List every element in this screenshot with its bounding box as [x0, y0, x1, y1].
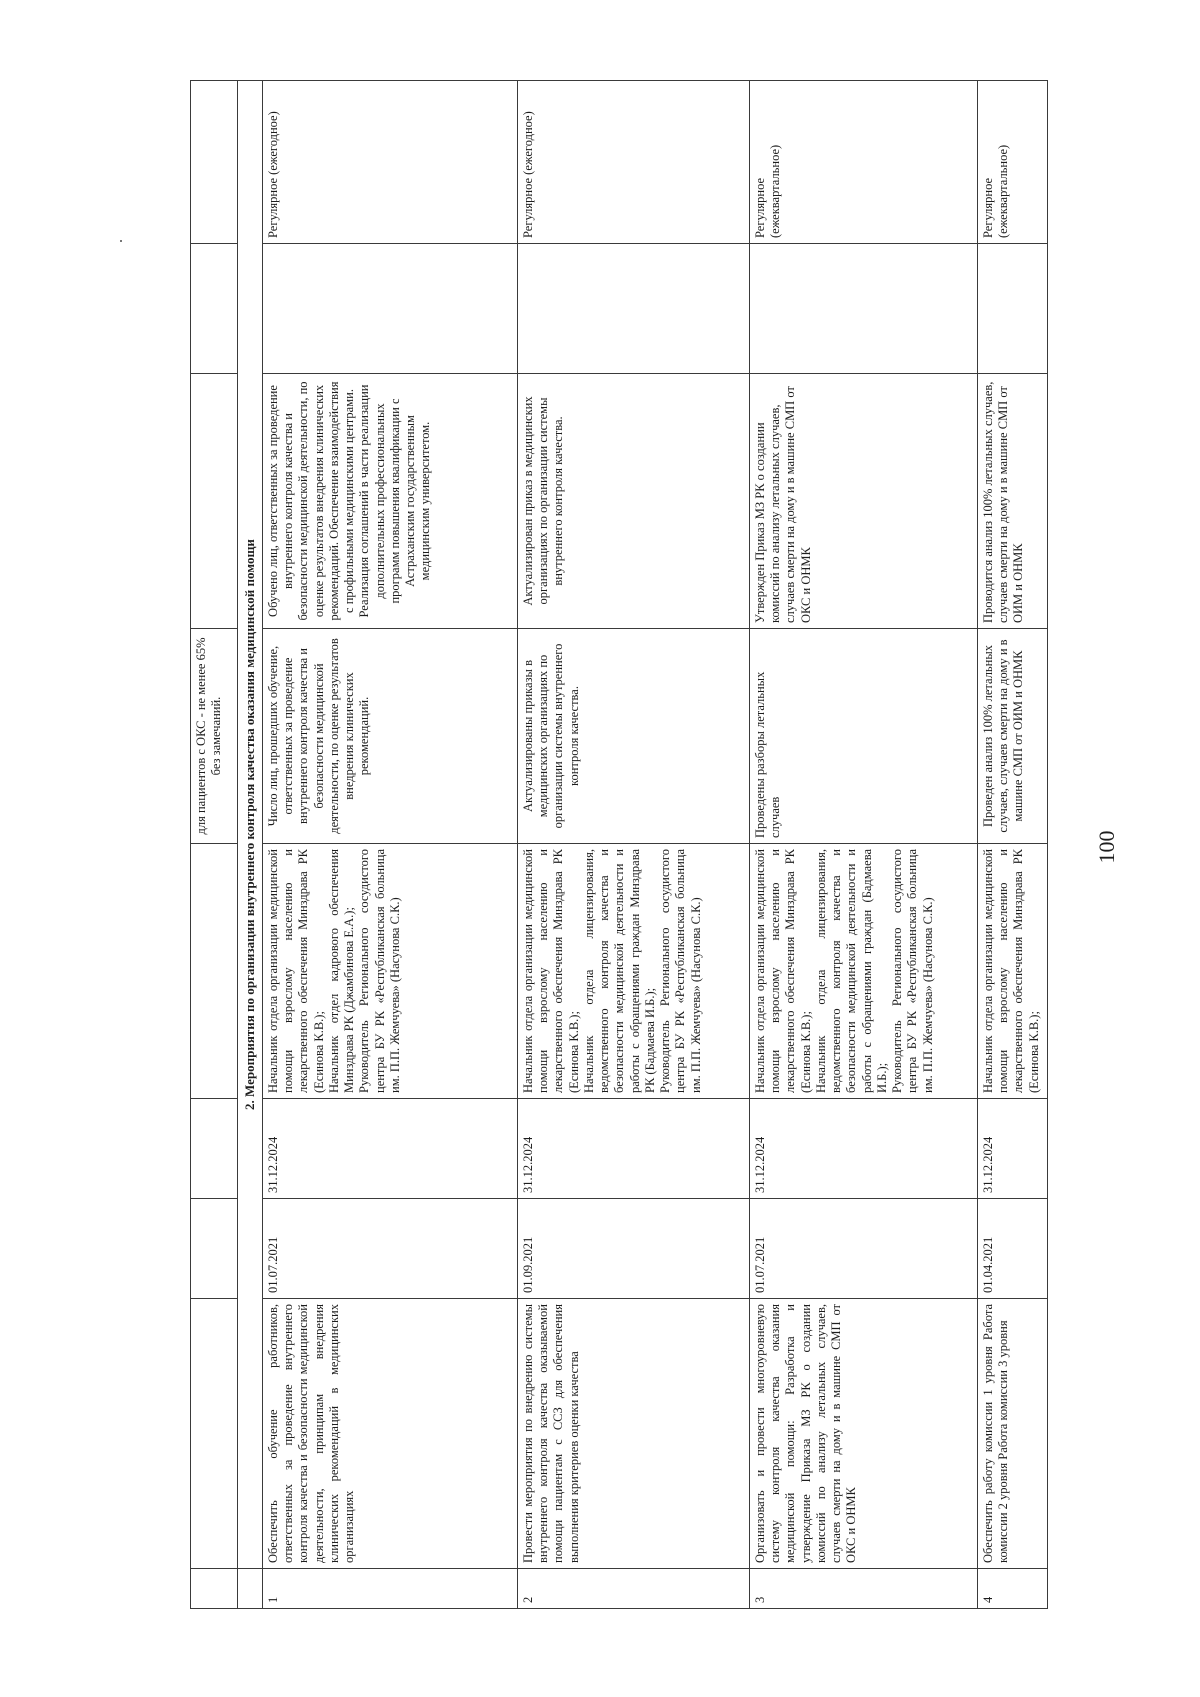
start-date: 01.04.2021 — [977, 1199, 1047, 1299]
responsible-cell — [749, 844, 977, 1099]
scan-speck — [120, 240, 122, 242]
activity-cell: Провести мероприятия по внедрению системы внутреннего контроля качества оказываемой помощи пациентам с ССЗ для обеспечения выполнения критериев оценки качества — [517, 1299, 749, 1569]
criteria-cell: для пациентов с ОКС - не менее 65% без замечаний. — [191, 629, 238, 844]
page-number: 100 — [1094, 830, 1119, 864]
start-date: 01.07.2021 — [749, 1199, 977, 1299]
responsible-line: Начальник отдела организации медицинской помощи взрослому населению и лекарственного обеспечения Минздрава РК (Есинова К.В.); — [980, 849, 1041, 1093]
start-date: 01.09.2021 — [517, 1199, 749, 1299]
start-date: 01.07.2021 — [262, 1199, 517, 1299]
responsible-line: Руководитель Регионального сосудистого центра БУ РК «Республиканская больница им. П.П. Жемчуева» (Насунова С.К.) — [658, 849, 703, 1093]
section-row — [238, 81, 263, 1609]
end-date: 31.12.2024 — [749, 1099, 977, 1199]
indicator-cell: Число лиц, прошедших обучение, ответственных за проведение внутреннего контроля качества и безопасности медицинской деятельности, по оценке результатов внедрения клинических рекомендаций. — [262, 629, 517, 844]
frequency-cell: Регулярное (ежегодное) — [262, 81, 517, 244]
responsible-line: Начальник отдела организации медицинской помощи взрослому населению и лекарственного обеспечения Минздрава РК (Есинова К.В.); — [520, 849, 581, 1093]
section-title: 2. Мероприятия по организации внутреннего контроля качества оказания медицинской помощи — [238, 81, 263, 1569]
table-row — [749, 81, 977, 1609]
indicator-cell: Актуализированы приказы в медицинских организациях по организации системы внутреннего контроля качества. — [517, 629, 749, 844]
responsible-line: Начальник отдела организации медицинской помощи взрослому населению и лекарственного обеспечения Минздрава РК (Есинова К.В.); — [265, 849, 326, 1093]
frequency-cell: Регулярное (ежеквартальное) — [977, 81, 1047, 244]
activity-cell: Обеспечить обучение работников, ответственных за проведение внутреннего контроля качества и безопасности медицинской деятельности, принципам внедрения клинических рекомендаций в медицинских организациях — [262, 1299, 517, 1569]
result-cell: Утвержден Приказ МЗ РК о создании комиссий по анализу летальных случаев, случаев смерти на дому и в машине СМП от ОКС и ОНМК — [749, 374, 977, 629]
responsible-line: Начальник отдела лицензирования, ведомственного контроля качества и безопасности медицинской деятельности и работы с обращениями граждан (Бадмаева И.Б.); — [813, 849, 889, 1093]
row-number: 4 — [977, 1569, 1047, 1609]
row-number: 3 — [749, 1569, 977, 1609]
table-row — [262, 81, 517, 1609]
frequency-cell: Регулярное (ежеквартальное) — [749, 81, 977, 244]
responsible-cell — [262, 844, 517, 1099]
responsible-cell — [977, 844, 1047, 1099]
table-continuation-row — [191, 81, 238, 1609]
responsible-line: Начальник отдела организации медицинской помощи взрослому населению и лекарственного обеспечения Минздрава РК (Есинова К.В.); — [752, 849, 813, 1093]
result-cell: Обучено лиц, ответственных за проведение внутреннего контроля качества и безопасности медицинской деятельности, по оценке результатов внедрения клинических рекомендаций. Обеспечение взаимодействия с профильными медицинскими центрами. Реализация соглашений в части реализации дополнительных профессиональных программ повышения квалификации с Астраханским государственным медицинским университетом. — [262, 374, 517, 629]
result-cell: Актуализирован приказ в медицинских организациях по организации системы внутреннего контроля качества. — [517, 374, 749, 629]
table-row — [517, 81, 749, 1609]
responsible-line: Начальник отдел кадрового обеспечения Минздрава РК (Джамбинова Е.А.); — [326, 849, 357, 1093]
plan-table — [190, 80, 1048, 1609]
responsible-line: Начальник отдела лицензирования, ведомственного контроля качества и безопасности медицинской деятельности и работы с обращениями граждан Минздрава РК (Бадмаева И.Б.); — [581, 849, 657, 1093]
activity-cell: Обеспечить работу комиссии 1 уровня Работа комиссии 2 уровня Работа комиссии 3 уровня — [977, 1299, 1047, 1569]
end-date: 31.12.2024 — [977, 1099, 1047, 1199]
row-number: 1 — [262, 1569, 517, 1609]
row-number: 2 — [517, 1569, 749, 1609]
result-cell: Проводится анализ 100% летальных случаев, случаев смерти на дому и в машине СМП от ОИМ и ОНМК — [977, 374, 1047, 629]
frequency-cell: Регулярное (ежегодное) — [517, 81, 749, 244]
end-date: 31.12.2024 — [262, 1099, 517, 1199]
indicator-cell: Проведен анализ 100% летальных случаев, случаев смерти на дому и в машине СМП от ОИМ и ОНМК — [977, 629, 1047, 844]
responsible-cell — [517, 844, 749, 1099]
indicator-cell: Проведены разборы летальных случаев — [749, 629, 977, 844]
responsible-line: Руководитель Регионального сосудистого центра БУ РК «Республиканская больница им. П.П. Жемчуева» (Насунова С.К.) — [890, 849, 935, 1093]
responsible-line: Руководитель Регионального сосудистого центра БУ РК «Республиканская больница им. П.П. Жемчуева» (Насунова С.К.) — [357, 849, 402, 1093]
table-row — [977, 81, 1047, 1609]
end-date: 31.12.2024 — [517, 1099, 749, 1199]
activity-cell: Организовать и провести многоуровневую систему контроля качества оказания медицинской помощи: Разработка и утверждение Приказа МЗ РК о создании комиссий по анализу летальных случаев, случаев смерти на дому и в машине СМП от ОКС и ОНМК — [749, 1299, 977, 1569]
